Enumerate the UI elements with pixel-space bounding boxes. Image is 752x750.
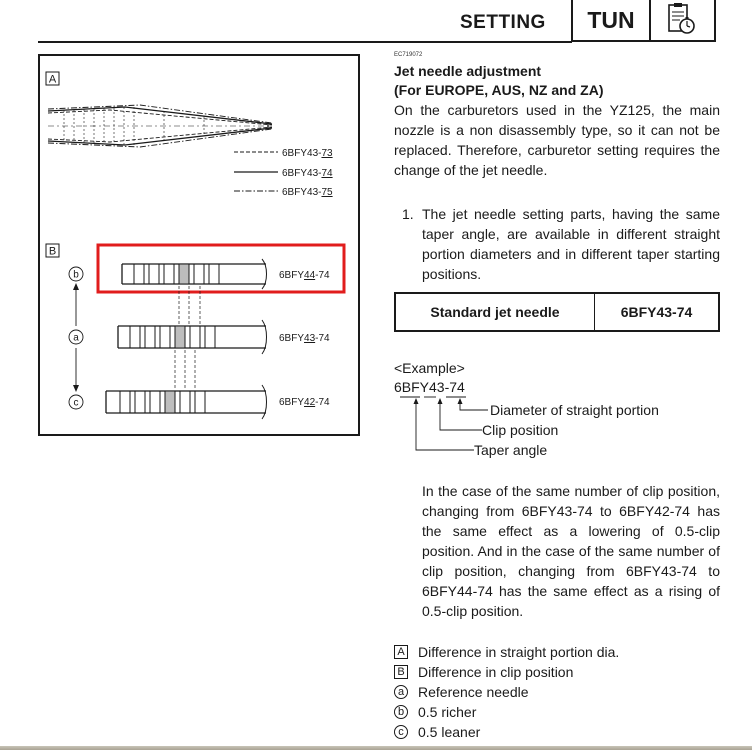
panel-a-legend: [234, 148, 333, 198]
list-number: 1.: [402, 206, 414, 222]
intro-paragraph: On the carburetors used in the YZ125, the main nozzle is a non disassembly type, so it can not be replaced. Therefore, carburetor setting requires the change of the jet needle.: [394, 102, 720, 178]
legend-text-a: Difference in straight portion dia.: [418, 644, 620, 660]
page-title: SETTING: [460, 12, 546, 33]
example-code: 6BFY43-74: [394, 379, 465, 395]
legend-item-circle-c: [394, 722, 724, 742]
legend-text-circle-c: 0.5 leaner: [418, 724, 481, 740]
standard-needle-table: [394, 292, 720, 332]
legend-a-73: 6BFY43-73: [282, 148, 333, 159]
list-text: The jet needle setting parts, having the same taper angle, are available in different straight portion diameters and in different taper starting positions.: [422, 206, 720, 282]
needle-b-44-label: 6BFY44-74: [279, 270, 330, 281]
section-tab: [571, 0, 716, 42]
content-column: [394, 52, 720, 180]
section-code: EC719072: [394, 52, 423, 58]
legend-key-circle-b: b: [394, 705, 408, 719]
marker-a: a: [73, 332, 79, 344]
section-tab-divider: [649, 0, 651, 40]
jet-needle-figure: [38, 54, 360, 436]
marker-c: c: [73, 397, 79, 409]
marker-b: b: [73, 269, 79, 281]
panel-b-label: B: [48, 245, 57, 258]
legend-item-b: [394, 662, 724, 682]
highlight-box: [98, 245, 344, 292]
section-title-line1: Jet needle adjustment: [394, 63, 542, 79]
needle-b-43: [118, 320, 267, 354]
legend-item-circle-a: [394, 682, 724, 702]
needle-b-42-label: 6BFY42-74: [279, 397, 330, 408]
clip-position-paragraph: In the case of the same number of clip position, changing from 6BFY43-74 to 6BFY42-74 has the same effect as a lowering of 0.5-clip position. And in the case of the same number of clip position, changing from 6BFY43-74 to 6BFY44-74 has the same effect as a rising of 0.5-clip position.: [422, 483, 720, 619]
needle-b-44: [122, 259, 267, 289]
standard-needle-label: Standard jet needle: [396, 294, 595, 330]
legend-a-75: 6BFY43-75: [282, 187, 333, 198]
legend-text-circle-b: 0.5 richer: [418, 704, 477, 720]
page-bottom-edge: [0, 746, 752, 750]
section-title-line2: (For EUROPE, AUS, NZ and ZA): [394, 82, 604, 98]
legend-text-b: Difference in clip position: [418, 664, 574, 680]
panel-a-label: A: [48, 73, 57, 86]
legend-item-circle-b: [394, 702, 724, 722]
example-heading: <Example>: [394, 360, 465, 376]
needle-b-42: [106, 385, 267, 419]
figure-legend: [394, 642, 724, 742]
legend-item-a: [394, 642, 724, 662]
example-taper-label: Taper angle: [474, 442, 548, 458]
legend-key-b: B: [394, 665, 408, 679]
clipboard-stopwatch-icon: [663, 1, 697, 40]
needle-a-profile: [48, 105, 272, 147]
example-diameter-label: Diameter of straight portion: [490, 402, 659, 418]
legend-key-a: A: [394, 645, 408, 659]
header-rule: [38, 41, 572, 43]
example-clip-label: Clip position: [482, 422, 559, 438]
jet-needle-diagram: [40, 56, 362, 438]
section-tab-label: TUN: [587, 7, 635, 33]
legend-key-circle-a: a: [394, 685, 408, 699]
reference-clip-groove: [175, 326, 185, 348]
legend-a-74: 6BFY43-74: [282, 168, 333, 179]
legend-text-circle-a: Reference needle: [418, 684, 529, 700]
needle-b-43-label: 6BFY43-74: [279, 333, 330, 344]
standard-needle-value: 6BFY43-74: [620, 304, 693, 320]
legend-key-circle-c: c: [394, 725, 408, 739]
